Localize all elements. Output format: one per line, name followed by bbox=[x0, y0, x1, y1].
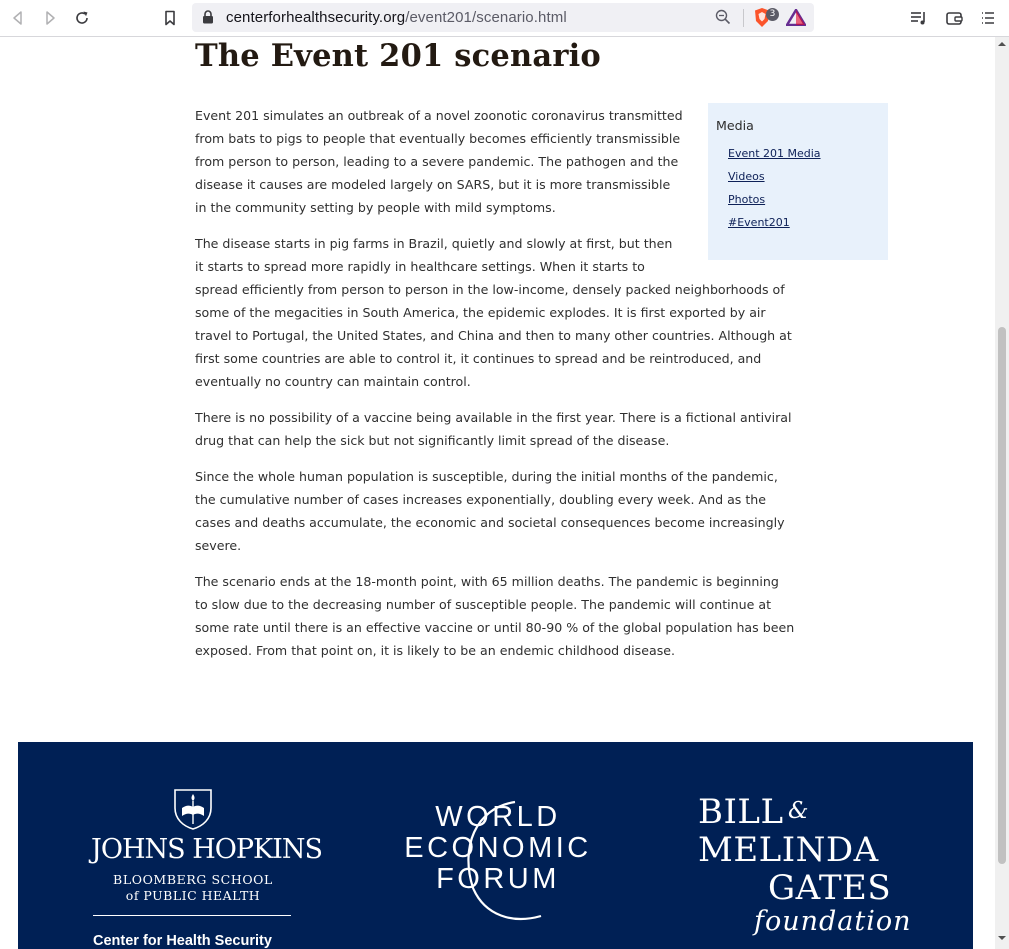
playlist-icon bbox=[910, 10, 928, 26]
wef-line-3: FORUM bbox=[436, 863, 560, 895]
scroll-up-arrow-icon[interactable] bbox=[997, 40, 1007, 48]
vertical-scrollbar[interactable] bbox=[995, 37, 1009, 949]
media-sidebar bbox=[708, 103, 888, 260]
gates-foundation-logo[interactable] bbox=[698, 792, 912, 944]
shield-count-badge: 3 bbox=[766, 8, 779, 21]
link-event201-media[interactable]: Event 201 Media bbox=[728, 147, 821, 160]
wallet-icon bbox=[946, 11, 963, 26]
article-body bbox=[195, 104, 821, 675]
wef-line-1: WORLD bbox=[435, 801, 561, 833]
back-button[interactable] bbox=[6, 6, 30, 30]
jhu-school: BLOOMBERG SCHOOL bbox=[113, 872, 273, 887]
jhu-center-name: Center for Health Security bbox=[93, 933, 272, 949]
gates-line-1: BILL bbox=[698, 792, 784, 832]
forward-icon bbox=[42, 10, 58, 26]
bookmark-button[interactable] bbox=[158, 6, 182, 30]
jhu-divider bbox=[93, 915, 291, 916]
back-icon bbox=[10, 10, 26, 26]
jhu-shield-icon bbox=[173, 788, 213, 830]
wef-line-2: ECONOMIC bbox=[404, 832, 592, 864]
url-path: /event201/scenario.html bbox=[405, 9, 567, 26]
hamburger-menu-icon bbox=[981, 11, 995, 25]
menu-button[interactable] bbox=[976, 6, 1000, 30]
johns-hopkins-logo[interactable] bbox=[91, 788, 323, 949]
world-economic-forum-logo[interactable] bbox=[395, 800, 601, 930]
paragraph-vaccine: There is no possibility of a vaccine being available in the first year. There is a fictional antiviral drug that can help the sick but not significantly limit spread of the disease. bbox=[195, 410, 792, 448]
browser-toolbar bbox=[0, 0, 1009, 37]
link-event201-hashtag[interactable]: #Event201 bbox=[728, 216, 790, 229]
reload-icon bbox=[74, 10, 90, 26]
zoom-icon[interactable] bbox=[715, 9, 731, 25]
link-videos[interactable]: Videos bbox=[728, 170, 765, 183]
reading-list-button[interactable] bbox=[907, 6, 931, 30]
scrollbar-thumb[interactable] bbox=[998, 327, 1006, 864]
media-sidebar-title: Media bbox=[716, 118, 754, 133]
urlbar-separator bbox=[743, 9, 744, 27]
gates-line-3: GATES bbox=[768, 868, 892, 908]
media-links bbox=[728, 142, 880, 234]
lock-icon bbox=[202, 10, 214, 24]
url-domain: centerforhealthsecurity.org bbox=[226, 9, 406, 26]
url-text[interactable] bbox=[226, 9, 567, 26]
footer-partners bbox=[18, 742, 973, 949]
wallet-button[interactable] bbox=[942, 6, 966, 30]
reload-button[interactable] bbox=[70, 6, 94, 30]
paragraph-growth: Since the whole human population is susceptible, during the initial months of the pandemic, the cumulative number of cases increases exponentially, doubling every week. And as the cases and deaths accumulate, the economic and societal consequences become increasingly severe. bbox=[195, 469, 785, 553]
brave-rewards-icon[interactable] bbox=[786, 9, 806, 26]
gates-line-2: MELINDA bbox=[698, 830, 879, 870]
jhu-school-sub: of PUBLIC HEALTH bbox=[125, 888, 261, 903]
forward-button[interactable] bbox=[38, 6, 62, 30]
paragraph-ending: The scenario ends at the 18-month point, with 65 million deaths. The pandemic is beginning to slow due to the decreasing number of susceptible people. The pandemic will continue at some rate until there is an effective vaccine or until 80-90 % of the global population has been exposed. From that point on, it is likely to be an endemic childhood disease. bbox=[195, 574, 795, 658]
page-title: The Event 201 scenario bbox=[195, 38, 601, 74]
bookmark-icon bbox=[163, 10, 177, 26]
jhu-name: JOHNS HOPKINS bbox=[91, 834, 323, 865]
page-content bbox=[0, 37, 995, 949]
gates-ampersand: & bbox=[788, 798, 809, 824]
paragraph-intro: Event 201 simulates an outbreak of a novel zoonotic coronavirus transmitted from bats to pigs to people that eventually becomes efficiently transmissible from person to person, leading to a severe pandemic. The pathogen and the disease it causes are modeled largely on SARS, but it is more transmissible in the community setting by people with mild symptoms. bbox=[195, 108, 683, 215]
address-bar[interactable] bbox=[192, 3, 814, 32]
gates-line-4: foundation bbox=[754, 906, 912, 937]
scroll-down-arrow-icon[interactable] bbox=[997, 934, 1007, 942]
paragraph-spread: The disease starts in pig farms in Brazil, quietly and slowly at first, but then it starts to spread more rapidly in healthcare settings. When it starts to spread efficiently from person to person in the low-income, densely packed neighborhoods of some of the megacities in South America, the epidemic explodes. It is first exported by air travel to Portugal, the United States, and China and then to many other countries. Although at first some countries are able to control it, it continues to spread and be reintroduced, and eventually no country can maintain control. bbox=[195, 236, 792, 389]
link-photos[interactable]: Photos bbox=[728, 193, 766, 206]
